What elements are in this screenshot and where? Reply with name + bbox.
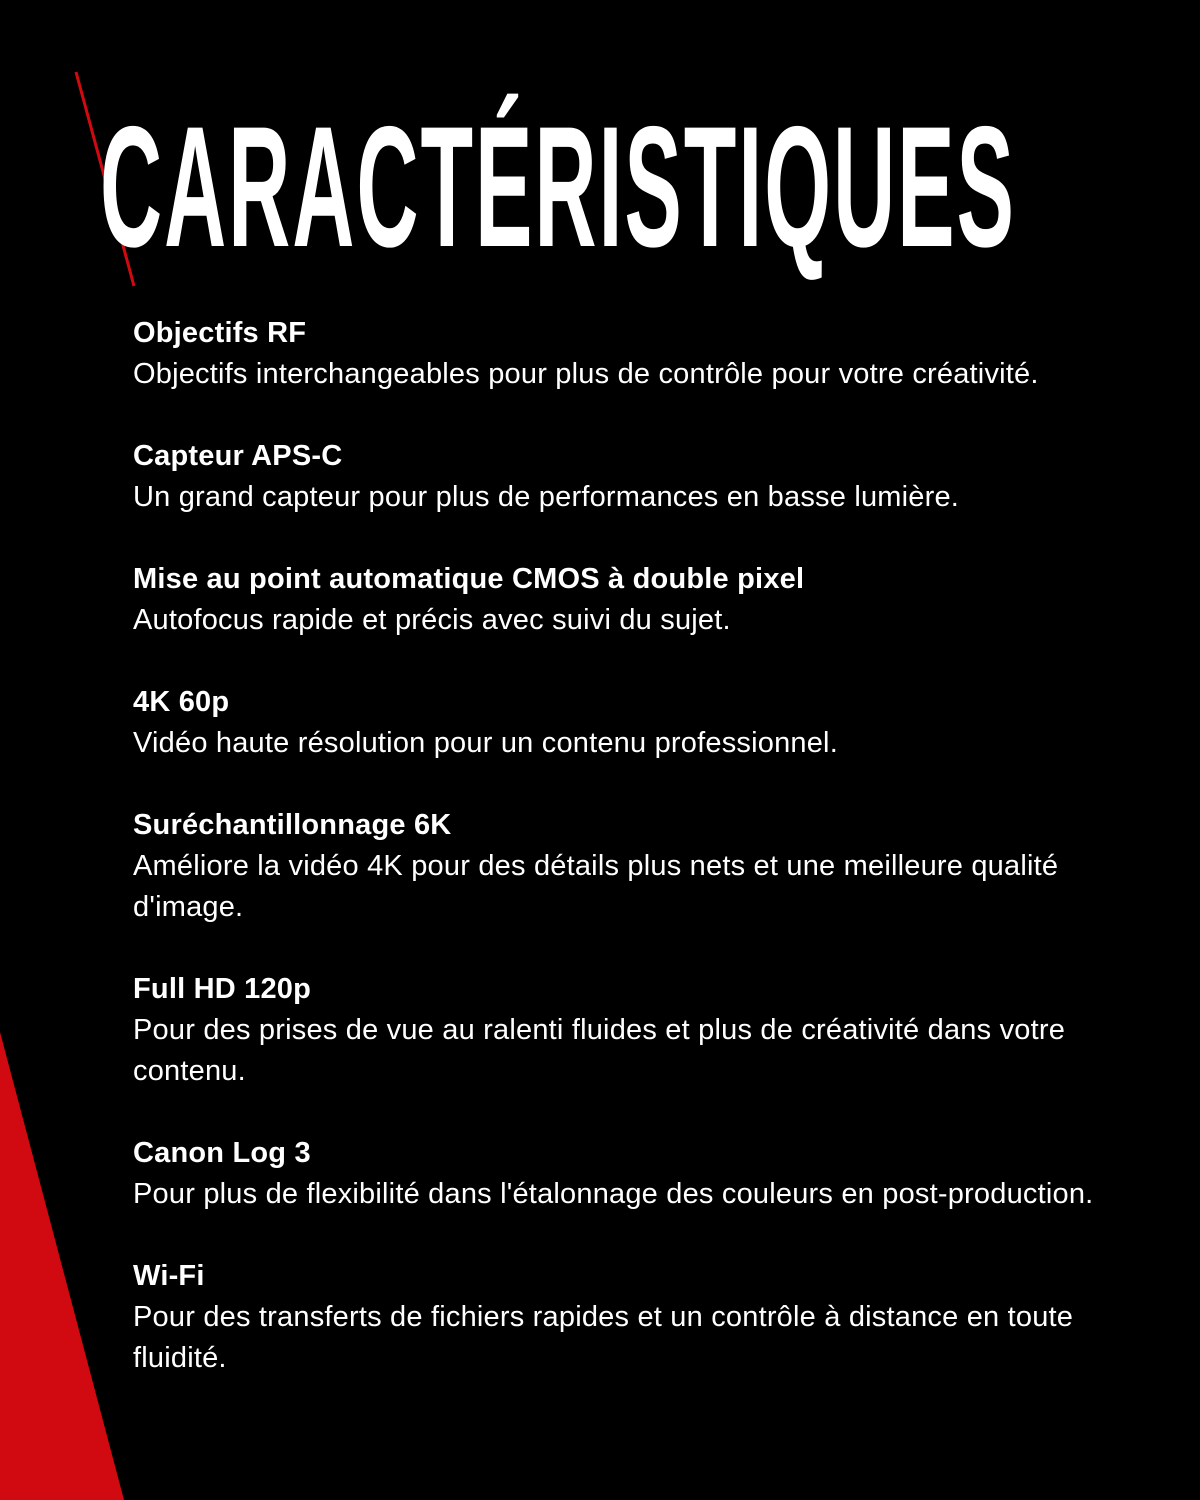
feature-list [133, 312, 1173, 1419]
feature-description: Objectifs interchangeables pour plus de contrôle pour votre créativité. [133, 358, 1039, 390]
feature-description: Pour plus de flexibilité dans l'étalonnage des couleurs en post-production. [133, 1178, 1094, 1210]
red-corner-wedge [0, 1032, 124, 1500]
feature-item-wi-fi [133, 1255, 1173, 1379]
feature-title: Full HD 120p [133, 973, 312, 1005]
feature-description: Améliore la vidéo 4K pour des détails plus nets et une meilleure qualité d'image. [133, 850, 1059, 923]
feature-description: Vidéo haute résolution pour un contenu professionnel. [133, 727, 838, 759]
feature-item-oversampling-6k [133, 804, 1173, 928]
feature-item-4k-60p [133, 681, 1173, 764]
feature-title: 4K 60p [133, 686, 230, 718]
feature-item-objectifs-rf [133, 312, 1173, 395]
feature-title: Mise au point automatique CMOS à double pixel [133, 563, 805, 595]
feature-item-capteur-aps-c [133, 435, 1173, 518]
feature-title: Capteur APS-C [133, 440, 343, 472]
feature-title: Suréchantillonnage 6K [133, 809, 452, 841]
feature-description: Un grand capteur pour plus de performances en basse lumière. [133, 481, 960, 513]
feature-item-canon-log-3 [133, 1132, 1173, 1215]
feature-title: Wi-Fi [133, 1260, 205, 1292]
feature-description: Autofocus rapide et précis avec suivi du sujet. [133, 604, 731, 636]
feature-description: Pour des transferts de fichiers rapides et un contrôle à distance en toute fluidité. [133, 1301, 1074, 1374]
feature-item-dual-pixel-af [133, 558, 1173, 641]
page-title: CARACTÉRISTIQUES [100, 91, 1016, 283]
feature-title: Canon Log 3 [133, 1137, 311, 1169]
feature-description: Pour des prises de vue au ralenti fluides et plus de créativité dans votre contenu. [133, 1014, 1066, 1087]
feature-title: Objectifs RF [133, 317, 307, 349]
feature-item-full-hd-120p [133, 968, 1173, 1092]
